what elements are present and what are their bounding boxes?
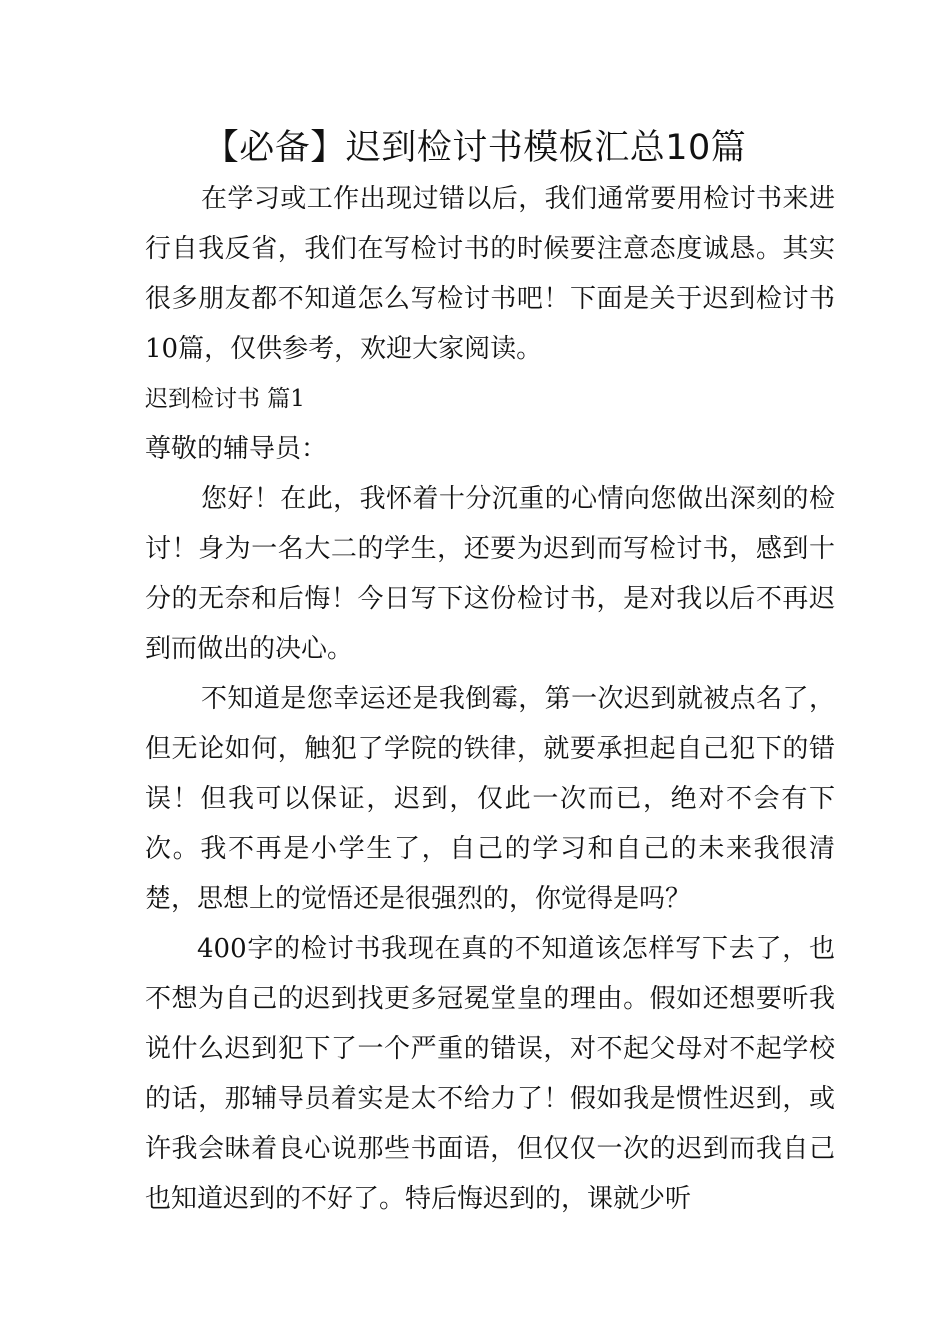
body-paragraph-2: 不知道是您幸运还是我倒霉，第一次迟到就被点名了，但无论如何，触犯了学院的铁律，就要承担起自己犯下的错误！但我可以保证，迟到，仅此一次而已，绝对不会有下次。我不再是小学生了，自己的学习和自己的未来我很清楚，思想上的觉悟还是很强烈的，你觉得是吗？ xyxy=(145,684,835,914)
document-title: 【必备】迟到检讨书模板汇总10篇 xyxy=(203,128,747,168)
body-paragraph-1: 您好！在此，我怀着十分沉重的心情向您做出深刻的检讨！身为一名大二的学生，还要为迟到而写检讨书，感到十分的无奈和后悔！今日写下这份检讨书，是对我以后不再迟到而做出的决心。 xyxy=(145,484,835,664)
document-body xyxy=(145,174,835,1224)
section-heading: 迟到检讨书 篇1 xyxy=(145,386,305,412)
salutation: 尊敬的辅导员： xyxy=(145,434,328,464)
body-paragraph-3: 400字的检讨书我现在真的不知道该怎样写下去了，也不想为自己的迟到找更多冠冕堂皇的理由。假如还想要听我说什么迟到犯下了一个严重的错误，对不起父母对不起学校的话，那辅导员着实是太不给力了！假如我是惯性迟到，或许我会昧着良心说那些书面语，但仅仅一次的迟到而我自己也知道迟到的不好了。特后悔迟到的，课就少听 xyxy=(145,934,835,1214)
intro-paragraph: 在学习或工作出现过错以后，我们通常要用检讨书来进行自我反省，我们在写检讨书的时候要注意态度诚恳。其实很多朋友都不知道怎么写检讨书吧！下面是关于迟到检讨书10篇，仅供参考，欢迎大家阅读。 xyxy=(145,184,835,364)
